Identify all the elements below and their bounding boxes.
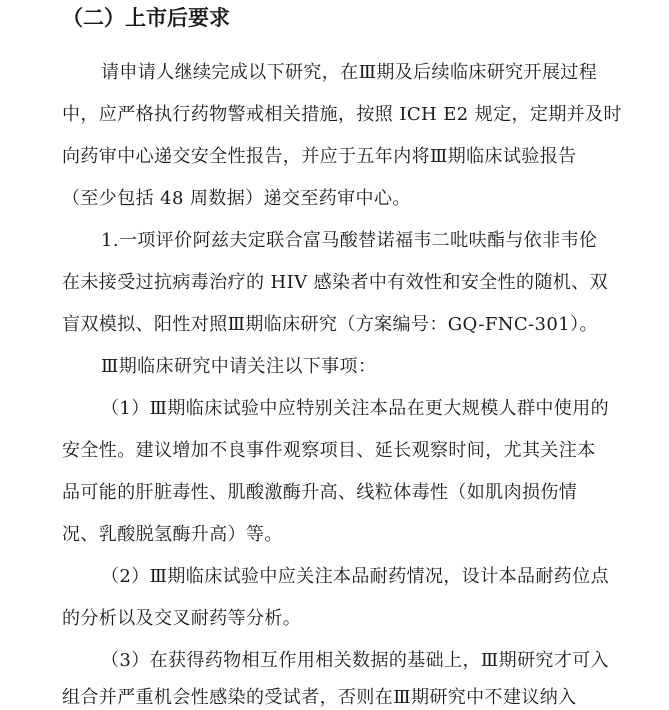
paragraph-line: 请申请人继续完成以下研究，在Ⅲ期及后续临床研究开展过程	[101, 62, 598, 83]
paragraph-line: 1.一项评价阿兹夫定联合富马酸替诺福韦二吡呋酯与依非韦伦	[101, 230, 598, 251]
paragraph-line: 品可能的肝脏毒性、肌酸激酶升高、线粒体毒性（如肌肉损伤情	[62, 482, 578, 503]
section-heading: （二）上市后要求	[62, 6, 230, 30]
paragraph-line: 况、乳酸脱氢酶升高）等。	[62, 524, 283, 545]
paragraph-line: （2）Ⅲ期临床试验中应关注本品耐药情况，设计本品耐药位点	[101, 566, 610, 587]
paragraph-line: （1）Ⅲ期临床试验中应特别关注本品在更大规模人群中使用的	[101, 398, 610, 419]
paragraph-line: 盲双模拟、阳性对照Ⅲ期临床研究（方案编号：GQ-FNC-301）。	[62, 314, 598, 335]
paragraph-line: （3）在获得药物相互作用相关数据的基础上，Ⅲ期研究才可入	[101, 650, 610, 671]
paragraph-line: 中，应严格执行药物警戒相关措施，按照 ICH E2 规定，定期并及时	[62, 104, 622, 125]
paragraph-line: 安全性。建议增加不良事件观察项目、延长观察时间，尤其关注本	[62, 440, 596, 461]
paragraph-line: 的分析以及交叉耐药等分析。	[62, 608, 302, 629]
paragraph-line: （至少包括 48 周数据）递交至药审中心。	[62, 188, 411, 209]
paragraph-line: 向药审中心递交安全性报告，并应于五年内将Ⅲ期临床试验报告	[62, 146, 577, 167]
paragraph-line: Ⅲ期临床研究中请关注以下事项：	[101, 356, 377, 377]
paragraph-line: 在未接受过抗病毒治疗的 HIV 感染者中有效性和安全性的随机、双	[62, 272, 609, 293]
paragraph-line: 组合并严重机会性感染的受试者，否则在Ⅲ期研究中不建议纳入	[62, 687, 577, 708]
